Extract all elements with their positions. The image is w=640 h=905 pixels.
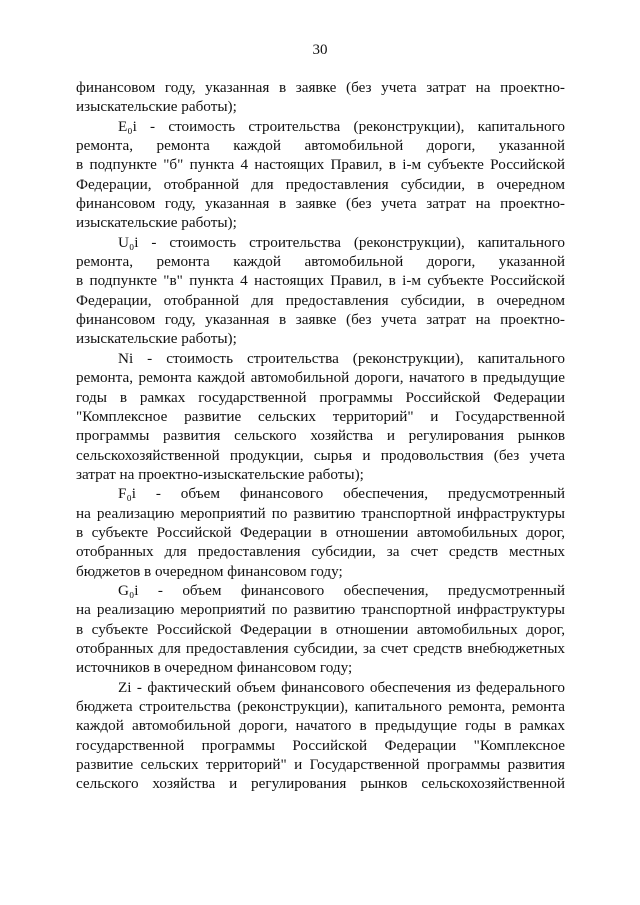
text-line: годы в рамках государственной программы Российской Федерации (76, 388, 565, 406)
paragraph (76, 78, 565, 117)
text-line: на реализацию мероприятий по развитию транспортной инфраструктуры (76, 504, 565, 522)
paragraph (76, 349, 565, 484)
text-line: U₀i - стоимость строительства (реконструкции), капитального (118, 233, 565, 251)
text-line: государственной программы Российской Федерации "Комплексное (76, 736, 565, 754)
body-text (76, 78, 565, 794)
text-line: в субъекте Российской Федерации в отношении автомобильных дорог, (76, 620, 565, 638)
text-line: F₀i - объем финансового обеспечения, предусмотренный (118, 485, 565, 503)
text-line: сельскохозяйственной продукции, сырья и продовольствия (без учета (76, 446, 565, 464)
text-line: развитие сельских территорий" и Государственной программы развития (76, 756, 565, 774)
text-line: бюджета строительства (реконструкции), капитального ремонта, ремонта (76, 698, 565, 715)
paragraph (76, 484, 565, 581)
text-line: Федерации, отобранной для предоставления субсидии, в очередном (76, 291, 565, 309)
text-line: отобранных для предоставления субсидии, за счет средств внебюджетных (76, 639, 565, 657)
text-line: на реализацию мероприятий по развитию транспортной инфраструктуры (76, 601, 565, 619)
text-line: сельского хозяйства и регулирования рынков сельскохозяйственной (76, 775, 565, 793)
page-number: 30 (312, 42, 328, 58)
text-line: затрат на проектно-изыскательские работы); (76, 465, 364, 483)
text-line: в субъекте Российской Федерации в отношении автомобильных дорог, (76, 523, 565, 541)
paragraph (76, 581, 565, 678)
paragraph (76, 233, 565, 349)
paragraph (76, 117, 565, 233)
text-line: Федерации, отобранной для предоставления субсидии, в очередном (76, 175, 565, 193)
text-line: изыскательские работы); (76, 214, 237, 232)
text-line: изыскательские работы); (76, 98, 237, 116)
text-line: отобранных для предоставления субсидии, за счет средств местных (76, 543, 565, 561)
text-line: источников в очередном финансовом году; (76, 659, 353, 677)
text-line: ремонта, ремонта каждой автомобильной дороги, указанной (76, 253, 565, 271)
text-line: программы развития сельского хозяйства и регулирования рынков (76, 427, 565, 445)
text-line: ремонта, ремонта каждой автомобильной дороги, указанной (76, 137, 565, 155)
text-line: в подпункте "б" пункта 4 настоящих Правил, в i-м субъекте Российской (76, 156, 565, 174)
paragraph (76, 678, 565, 794)
text-line: Ni - стоимость строительства (реконструкции), капитального (118, 349, 565, 367)
text-line: E₀i - стоимость строительства (реконструкции), капитального (118, 117, 565, 135)
text-line: изыскательские работы); (76, 330, 237, 348)
text-line: G₀i - объем финансового обеспечения, предусмотренный (118, 581, 565, 599)
text-line: финансовом году, указанная в заявке (без учета затрат на проектно- (76, 195, 565, 213)
text-line: "Комплексное развитие сельских территорий" и Государственной (76, 407, 565, 425)
text-line: финансовом году, указанная в заявке (без учета затрат на проектно- (76, 311, 565, 329)
text-line: Zi - фактический объем финансового обеспечения из федерального (118, 678, 565, 696)
text-line: финансовом году, указанная в заявке (без учета затрат на проектно- (76, 79, 565, 96)
text-line: бюджетов в очередном финансовом году; (76, 562, 343, 580)
text-line: ремонта, ремонта каждой автомобильной дороги, начатого в предыдущие (76, 369, 565, 387)
text-line: в подпункте "в" пункта 4 настоящих Правил, в i-м субъекте Российской (76, 272, 565, 290)
text-line: каждой автомобильной дороги, начатого в предыдущие годы в рамках (76, 717, 565, 735)
